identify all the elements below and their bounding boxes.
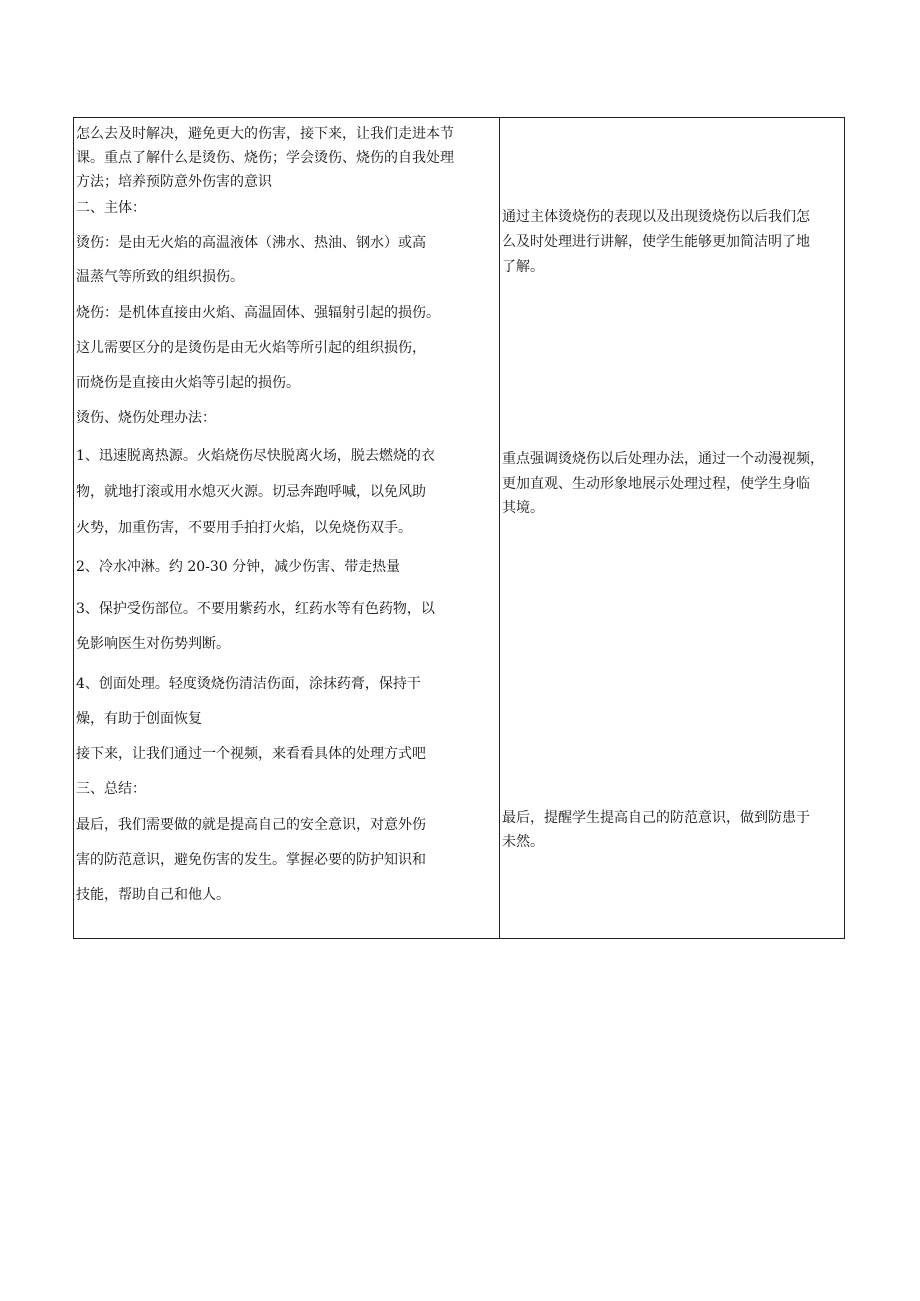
right-line: 重点强调烫烧伤以后处理办法，通过一个动漫视频， [502, 451, 824, 467]
left-line: 1、迅速脱离热源。火焰烧伤尽快脱离火场，脱去燃烧的衣 [76, 448, 435, 464]
left-line: 4、创面处理。轻度烫烧伤清洁伤面，涂抹药膏，保持干 [76, 676, 421, 692]
section-heading: 烫伤、烧伤处理办法： [76, 410, 216, 426]
left-line: 燥，有助于创面恢复 [76, 711, 202, 727]
left-line: 最后，我们需要做的就是提高自己的安全意识，对意外伤 [76, 817, 426, 833]
left-line: 免影响医生对伤势判断。 [76, 636, 230, 652]
left-line: 温蒸气等所致的组织损伤。 [76, 269, 244, 285]
right-line: 么及时处理进行讲解，使学生能够更加简洁明了地 [502, 234, 810, 250]
left-line: 接下来，让我们通过一个视频，来看看具体的处理方式吧 [76, 746, 426, 762]
right-line: 通过主体烫烧伤的表现以及出现烫烧伤以后我们怎 [502, 209, 810, 225]
left-line: 怎么去及时解决，避免更大的伤害，接下来，让我们走进本节 [76, 126, 454, 142]
column-divider [499, 118, 500, 938]
left-line: 害的防范意识，避免伤害的发生。掌握必要的防护知识和 [76, 852, 426, 868]
left-line: 3、保护受伤部位。不要用紫药水，红药水等有色药物，以 [76, 601, 435, 617]
left-line: 这儿需要区分的是烫伤是由无火焰等所引起的组织损伤， [76, 340, 426, 356]
left-line: 2、冷水冲淋。约 20-30 分钟，减少伤害、带走热量 [76, 559, 401, 575]
right-line: 最后，提醒学生提高自己的防范意识，做到防患于 [502, 810, 810, 826]
right-line: 未然。 [502, 834, 544, 850]
left-line: 烧伤：是机体直接由火焰、高温固体、强辐射引起的损伤。 [76, 305, 440, 321]
left-line: 技能，帮助自己和他人。 [76, 887, 230, 903]
left-line: 物，就地打滚或用水熄灭火源。切忌奔跑呼喊，以免风助 [76, 484, 426, 500]
left-line: 方法；培养预防意外伤害的意识 [76, 174, 272, 190]
right-line: 更加直观、生动形象地展示处理过程，使学生身临 [502, 476, 810, 492]
left-line: 火势，加重伤害，不要用手拍打火焰，以免烧伤双手。 [76, 520, 412, 536]
left-line: 课。重点了解什么是烫伤、烧伤；学会烫伤、烧伤的自我处理 [76, 150, 454, 166]
right-line: 了解。 [502, 259, 544, 275]
left-line: 而烧伤是直接由火焰等引起的损伤。 [76, 375, 300, 391]
left-line: 烫伤：是由无火焰的高温液体（沸水、热油、钢水）或高 [76, 235, 426, 251]
right-line: 其境。 [502, 500, 544, 516]
section-heading: 二、主体： [76, 200, 146, 216]
lesson-plan-table [73, 117, 845, 939]
section-heading: 三、总结： [76, 781, 146, 797]
